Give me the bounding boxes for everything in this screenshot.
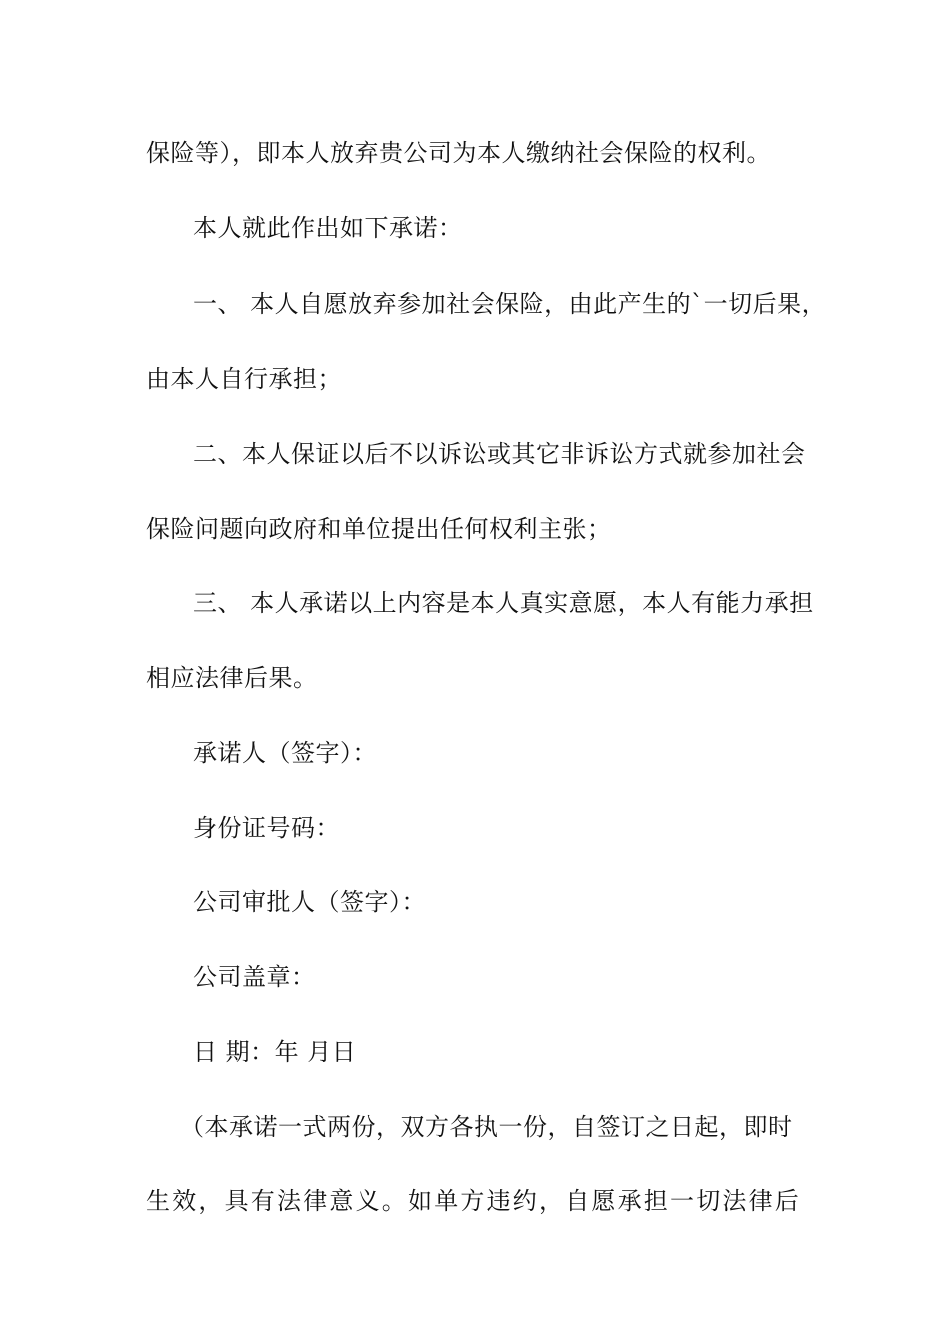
text-line-note: （本承诺一式两份，双方各执一份，自签订之日起，即时 xyxy=(180,1113,793,1141)
text-line-item-two: 二、本人保证以后不以诉讼或其它非诉讼方式就参加社会 xyxy=(193,440,806,468)
text-line-note-cont: 生效，具有法律意义。如单方违约，自愿承担一切法律后 xyxy=(146,1187,801,1215)
signature-field-approver: 公司审批人（签字）： xyxy=(193,888,426,916)
text-line-commitment-intro: 本人就此作出如下承诺： xyxy=(193,214,463,242)
text-line-item-one: 一、 本人自愿放弃参加社会保险，由此产生的`一切后果， xyxy=(193,290,827,318)
text-line-continuation: 保险等），即本人放弃贵公司为本人缴纳社会保险的权利。 xyxy=(146,139,771,167)
text-line-item-three: 三、 本人承诺以上内容是本人真实意愿，本人有能力承担 xyxy=(193,589,814,617)
id-number-field: 身份证号码： xyxy=(193,814,340,842)
company-seal-field: 公司盖章： xyxy=(193,963,316,991)
text-line-item-one-cont: 由本人自行承担； xyxy=(146,365,342,393)
date-field: 日 期：年 月日 xyxy=(193,1038,357,1066)
signature-field-promisor: 承诺人（签字）： xyxy=(193,739,377,767)
text-line-item-two-cont: 保险问题向政府和单位提出任何权利主张； xyxy=(146,515,612,543)
text-line-item-three-cont: 相应法律后果。 xyxy=(146,664,318,692)
